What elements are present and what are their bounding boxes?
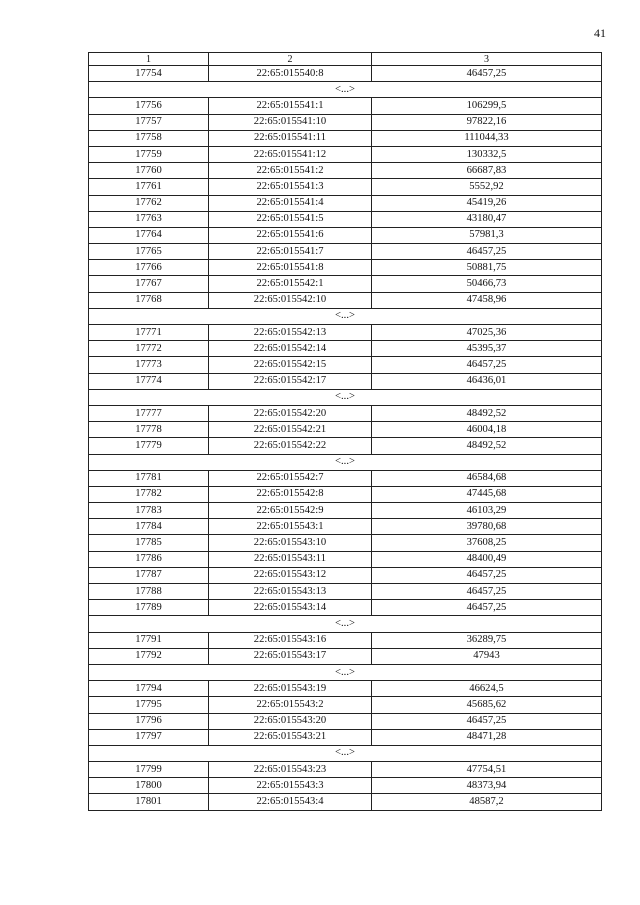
- value-cell: 48400,49: [372, 551, 602, 567]
- omission-row: [89, 82, 602, 98]
- value-cell: 48492,52: [372, 438, 602, 454]
- row-number-cell: 17774: [89, 373, 209, 389]
- value-cell: 47458,96: [372, 292, 602, 308]
- row-number-cell: 17764: [89, 227, 209, 243]
- row-number-cell: 17754: [89, 66, 209, 82]
- value-cell: 5552,92: [372, 179, 602, 195]
- table-row: [89, 357, 602, 373]
- value-cell: 46004,18: [372, 422, 602, 438]
- row-number-cell: 17787: [89, 567, 209, 583]
- cadastral-number-cell: 22:65:015542:20: [209, 405, 372, 421]
- table-header-row: [89, 53, 602, 66]
- omission-row: [89, 616, 602, 632]
- row-number-cell: 17801: [89, 794, 209, 810]
- cadastral-number-cell: 22:65:015543:16: [209, 632, 372, 648]
- cadastral-number-cell: 22:65:015542:14: [209, 341, 372, 357]
- row-number-cell: 17796: [89, 713, 209, 729]
- row-number-cell: 17759: [89, 146, 209, 162]
- value-cell: 46457,25: [372, 567, 602, 583]
- row-number-cell: 17762: [89, 195, 209, 211]
- row-number-cell: 17786: [89, 551, 209, 567]
- value-cell: 50466,73: [372, 276, 602, 292]
- row-number-cell: 17783: [89, 503, 209, 519]
- omission-row: [89, 454, 602, 470]
- table-row: [89, 422, 602, 438]
- row-number-cell: 17766: [89, 260, 209, 276]
- omission-marker: <...>: [89, 745, 602, 761]
- table-row: [89, 729, 602, 745]
- table-row: [89, 486, 602, 502]
- value-cell: 48471,28: [372, 729, 602, 745]
- table-row: [89, 713, 602, 729]
- table-row: [89, 325, 602, 341]
- table-row: [89, 551, 602, 567]
- row-number-cell: 17763: [89, 211, 209, 227]
- table-row: [89, 146, 602, 162]
- value-cell: 45419,26: [372, 195, 602, 211]
- cadastral-number-cell: 22:65:015542:22: [209, 438, 372, 454]
- table-row: [89, 292, 602, 308]
- table-row: [89, 648, 602, 664]
- value-cell: 46457,25: [372, 600, 602, 616]
- omission-marker: <...>: [89, 454, 602, 470]
- omission-row: [89, 745, 602, 761]
- cadastral-number-cell: 22:65:015542:21: [209, 422, 372, 438]
- column-header: 2: [209, 53, 372, 66]
- omission-row: [89, 308, 602, 324]
- value-cell: 97822,16: [372, 114, 602, 130]
- cadastral-number-cell: 22:65:015543:12: [209, 567, 372, 583]
- row-number-cell: 17758: [89, 130, 209, 146]
- table-row: [89, 762, 602, 778]
- cadastral-number-cell: 22:65:015541:2: [209, 163, 372, 179]
- table-row: [89, 438, 602, 454]
- table-row: [89, 600, 602, 616]
- cadastral-number-cell: 22:65:015542:13: [209, 325, 372, 341]
- cadastral-number-cell: 22:65:015542:17: [209, 373, 372, 389]
- cadastral-number-cell: 22:65:015540:8: [209, 66, 372, 82]
- row-number-cell: 17767: [89, 276, 209, 292]
- cadastral-number-cell: 22:65:015541:10: [209, 114, 372, 130]
- value-cell: 48587,2: [372, 794, 602, 810]
- table-row: [89, 114, 602, 130]
- cadastral-number-cell: 22:65:015543:17: [209, 648, 372, 664]
- row-number-cell: 17768: [89, 292, 209, 308]
- row-number-cell: 17757: [89, 114, 209, 130]
- value-cell: 106299,5: [372, 98, 602, 114]
- value-cell: 46457,25: [372, 357, 602, 373]
- value-cell: 48373,94: [372, 778, 602, 794]
- row-number-cell: 17771: [89, 325, 209, 341]
- table-row: [89, 584, 602, 600]
- value-cell: 46584,68: [372, 470, 602, 486]
- omission-marker: <...>: [89, 616, 602, 632]
- page-number: 41: [594, 26, 606, 40]
- table-row: [89, 195, 602, 211]
- table-row: [89, 163, 602, 179]
- row-number-cell: 17797: [89, 729, 209, 745]
- row-number-cell: 17781: [89, 470, 209, 486]
- omission-marker: <...>: [89, 389, 602, 405]
- cadastral-number-cell: 22:65:015542:10: [209, 292, 372, 308]
- value-cell: 46457,25: [372, 244, 602, 260]
- row-number-cell: 17785: [89, 535, 209, 551]
- value-cell: 46624,5: [372, 681, 602, 697]
- table-row: [89, 341, 602, 357]
- table-row: [89, 227, 602, 243]
- value-cell: 47445,68: [372, 486, 602, 502]
- value-cell: 48492,52: [372, 405, 602, 421]
- row-number-cell: 17788: [89, 584, 209, 600]
- omission-row: [89, 389, 602, 405]
- value-cell: 46457,25: [372, 713, 602, 729]
- table-row: [89, 778, 602, 794]
- table-body: [89, 66, 602, 811]
- table-row: [89, 535, 602, 551]
- value-cell: 66687,83: [372, 163, 602, 179]
- data-table: [88, 52, 602, 811]
- column-header: 1: [89, 53, 209, 66]
- value-cell: 130332,5: [372, 146, 602, 162]
- cadastral-number-cell: 22:65:015543:20: [209, 713, 372, 729]
- cadastral-number-cell: 22:65:015543:21: [209, 729, 372, 745]
- value-cell: 111044,33: [372, 130, 602, 146]
- cadastral-number-cell: 22:65:015543:13: [209, 584, 372, 600]
- row-number-cell: 17778: [89, 422, 209, 438]
- table-row: [89, 519, 602, 535]
- cadastral-number-cell: 22:65:015542:1: [209, 276, 372, 292]
- table-row: [89, 405, 602, 421]
- row-number-cell: 17791: [89, 632, 209, 648]
- row-number-cell: 17782: [89, 486, 209, 502]
- cadastral-number-cell: 22:65:015541:5: [209, 211, 372, 227]
- row-number-cell: 17795: [89, 697, 209, 713]
- value-cell: 47025,36: [372, 325, 602, 341]
- cadastral-number-cell: 22:65:015541:11: [209, 130, 372, 146]
- table-row: [89, 794, 602, 810]
- cadastral-number-cell: 22:65:015542:9: [209, 503, 372, 519]
- table-row: [89, 244, 602, 260]
- value-cell: 46457,25: [372, 584, 602, 600]
- row-number-cell: 17792: [89, 648, 209, 664]
- table-row: [89, 470, 602, 486]
- cadastral-number-cell: 22:65:015543:4: [209, 794, 372, 810]
- cadastral-number-cell: 22:65:015543:23: [209, 762, 372, 778]
- omission-marker: <...>: [89, 664, 602, 680]
- row-number-cell: 17779: [89, 438, 209, 454]
- value-cell: 47943: [372, 648, 602, 664]
- value-cell: 50881,75: [372, 260, 602, 276]
- cadastral-number-cell: 22:65:015543:19: [209, 681, 372, 697]
- cadastral-number-cell: 22:65:015541:8: [209, 260, 372, 276]
- row-number-cell: 17799: [89, 762, 209, 778]
- value-cell: 37608,25: [372, 535, 602, 551]
- cadastral-number-cell: 22:65:015541:3: [209, 179, 372, 195]
- row-number-cell: 17756: [89, 98, 209, 114]
- row-number-cell: 17784: [89, 519, 209, 535]
- cadastral-number-cell: 22:65:015543:3: [209, 778, 372, 794]
- table-row: [89, 98, 602, 114]
- cadastral-number-cell: 22:65:015543:14: [209, 600, 372, 616]
- table-row: [89, 681, 602, 697]
- value-cell: 57981,3: [372, 227, 602, 243]
- column-header: 3: [372, 53, 602, 66]
- table-row: [89, 697, 602, 713]
- value-cell: 46103,29: [372, 503, 602, 519]
- row-number-cell: 17777: [89, 405, 209, 421]
- row-number-cell: 17773: [89, 357, 209, 373]
- table-row: [89, 179, 602, 195]
- cadastral-number-cell: 22:65:015542:15: [209, 357, 372, 373]
- cadastral-number-cell: 22:65:015541:6: [209, 227, 372, 243]
- cadastral-number-cell: 22:65:015543:2: [209, 697, 372, 713]
- value-cell: 47754,51: [372, 762, 602, 778]
- value-cell: 36289,75: [372, 632, 602, 648]
- table-row: [89, 276, 602, 292]
- omission-marker: <...>: [89, 82, 602, 98]
- value-cell: 43180,47: [372, 211, 602, 227]
- cadastral-number-cell: 22:65:015542:7: [209, 470, 372, 486]
- value-cell: 46457,25: [372, 66, 602, 82]
- row-number-cell: 17765: [89, 244, 209, 260]
- row-number-cell: 17772: [89, 341, 209, 357]
- row-number-cell: 17800: [89, 778, 209, 794]
- table-row: [89, 567, 602, 583]
- cadastral-number-cell: 22:65:015541:4: [209, 195, 372, 211]
- cadastral-number-cell: 22:65:015543:10: [209, 535, 372, 551]
- table-row: [89, 632, 602, 648]
- value-cell: 46436,01: [372, 373, 602, 389]
- table-row: [89, 503, 602, 519]
- row-number-cell: 17789: [89, 600, 209, 616]
- omission-marker: <...>: [89, 308, 602, 324]
- table-row: [89, 373, 602, 389]
- table-row: [89, 211, 602, 227]
- table-row: [89, 66, 602, 82]
- value-cell: 45685,62: [372, 697, 602, 713]
- value-cell: 45395,37: [372, 341, 602, 357]
- omission-row: [89, 664, 602, 680]
- table-row: [89, 260, 602, 276]
- table-row: [89, 130, 602, 146]
- value-cell: 39780,68: [372, 519, 602, 535]
- cadastral-number-cell: 22:65:015541:12: [209, 146, 372, 162]
- cadastral-number-cell: 22:65:015543:11: [209, 551, 372, 567]
- cadastral-number-cell: 22:65:015542:8: [209, 486, 372, 502]
- cadastral-number-cell: 22:65:015543:1: [209, 519, 372, 535]
- row-number-cell: 17761: [89, 179, 209, 195]
- cadastral-number-cell: 22:65:015541:7: [209, 244, 372, 260]
- cadastral-number-cell: 22:65:015541:1: [209, 98, 372, 114]
- row-number-cell: 17760: [89, 163, 209, 179]
- row-number-cell: 17794: [89, 681, 209, 697]
